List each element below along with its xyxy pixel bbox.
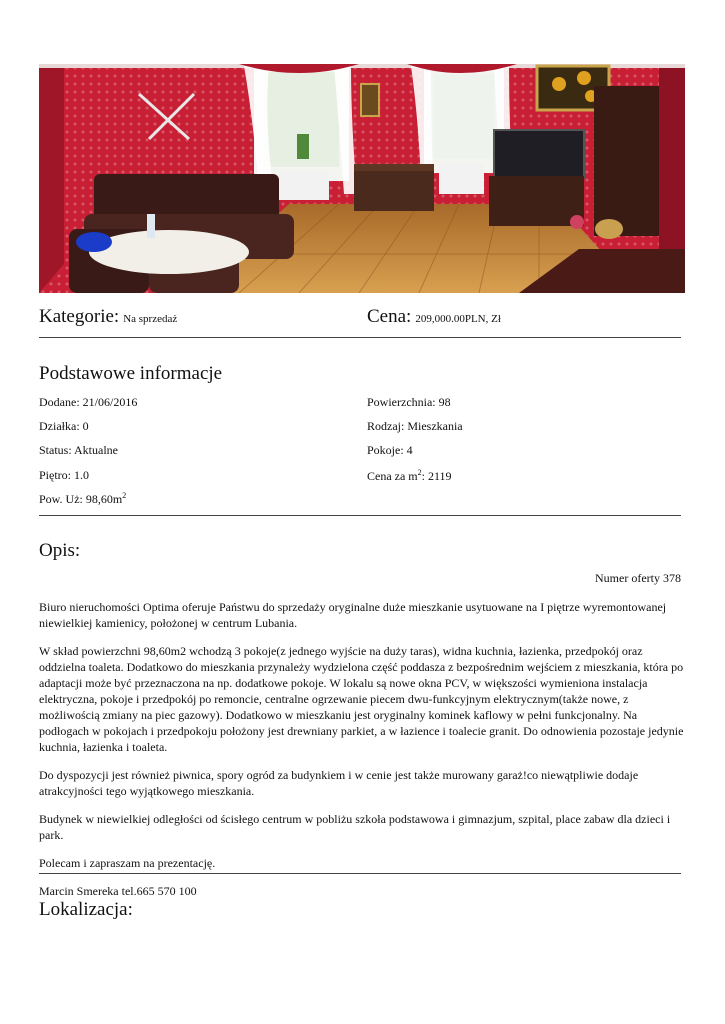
offer-number: Numer oferty 378 xyxy=(595,571,681,585)
plot: Działka: 0 xyxy=(39,419,89,433)
description-paragraph: Polecam i zapraszam na prezentację. xyxy=(39,856,216,870)
category-label: Kategorie: xyxy=(39,306,120,327)
room-photo-illustration xyxy=(39,64,685,293)
category-price-row xyxy=(39,306,681,334)
location-heading: Lokalizacja: xyxy=(39,899,133,920)
description-paragraph: Budynek w niewielkiej odległości od ścisłego centrum w pobliżu szkoła podstawowa i gimnazjum, szpital, place zabaw dla dzieci i park. xyxy=(39,812,671,842)
usable-area-label: Pow. Uż: 98,60m xyxy=(39,492,123,506)
price xyxy=(367,306,501,328)
price-label: Cena: xyxy=(367,306,412,327)
added-date: Dodane: 21/06/2016 xyxy=(39,395,138,409)
property-type: Rodzaj: Mieszkania xyxy=(367,419,463,433)
contact-line: Marcin Smereka tel.665 570 100 xyxy=(39,884,197,898)
description-heading: Opis: xyxy=(39,540,81,561)
divider xyxy=(39,515,681,516)
divider xyxy=(39,337,681,338)
usable-area-sup: 2 xyxy=(122,491,127,500)
price-per-m2-label: Cena za m xyxy=(367,469,418,483)
price-per-m2 xyxy=(367,468,452,484)
description-paragraph: Biuro nieruchomości Optima oferuje Państwu do sprzedaży oryginalne duże mieszkanie usytuowane na I piętrze wyremontowanej niewielkiej kamienicy, położonej w centrum Lubania. xyxy=(39,600,667,630)
price-per-m2-sup: 2 xyxy=(417,468,422,477)
description-paragraph: W skład powierzchni 98,60m2 wchodzą 3 pokoje(z jednego wyjście na duży taras), widna kuchnia, łazienka, przedpokój oraz oddzielna toaleta. Dodatkowo do mieszkania przynależy wydzielona część poddasza z bezpośrednim wejściem z mieszkania, która po adaptacji może być przeznaczona na np. dodatkowe pokoje. W lokalu są nowe okna PCV, w większości wymieniona instalacja elektryczna, pokoje i przedpokój po remoncie, centralne ogrzewanie piecem dwu-funkcyjnym elektrycznym(także nowe, z możliwością zmiany na piec gazowy). Dodatkowo w mieszkaniu jest oryginalny kominek kaflowy w pełni funkcjonalny. Na podłogach w pokojach i przedpokoju położony jest drewniany parkiet, a w łazience i toalecie granit. Do odnowienia pozostaje jedynie kuchnia, łazienka i toaleta. xyxy=(39,644,684,754)
price-per-m2-value: : 2119 xyxy=(421,469,452,483)
basic-info-heading: Podstawowe informacje xyxy=(39,363,223,384)
rooms: Pokoje: 4 xyxy=(367,443,413,457)
room-photo xyxy=(39,64,685,293)
status: Status: Aktualne xyxy=(39,443,118,457)
category xyxy=(39,306,177,328)
category-value: Na sprzedaż xyxy=(123,313,178,325)
area: Powierzchnia: 98 xyxy=(367,395,451,409)
usable-area xyxy=(39,491,126,507)
description-body xyxy=(39,599,687,911)
price-value: 209,000.00PLN, Zł xyxy=(415,313,501,325)
divider xyxy=(39,873,681,874)
floor: Piętro: 1.0 xyxy=(39,468,89,482)
description-paragraph: Do dyspozycji jest również piwnica, spory ogród za budynkiem i w cenie jest także murowany garaż!co niewątpliwie dodaje atrakcyjności tego wyjątkowego mieszkania. xyxy=(39,768,639,798)
